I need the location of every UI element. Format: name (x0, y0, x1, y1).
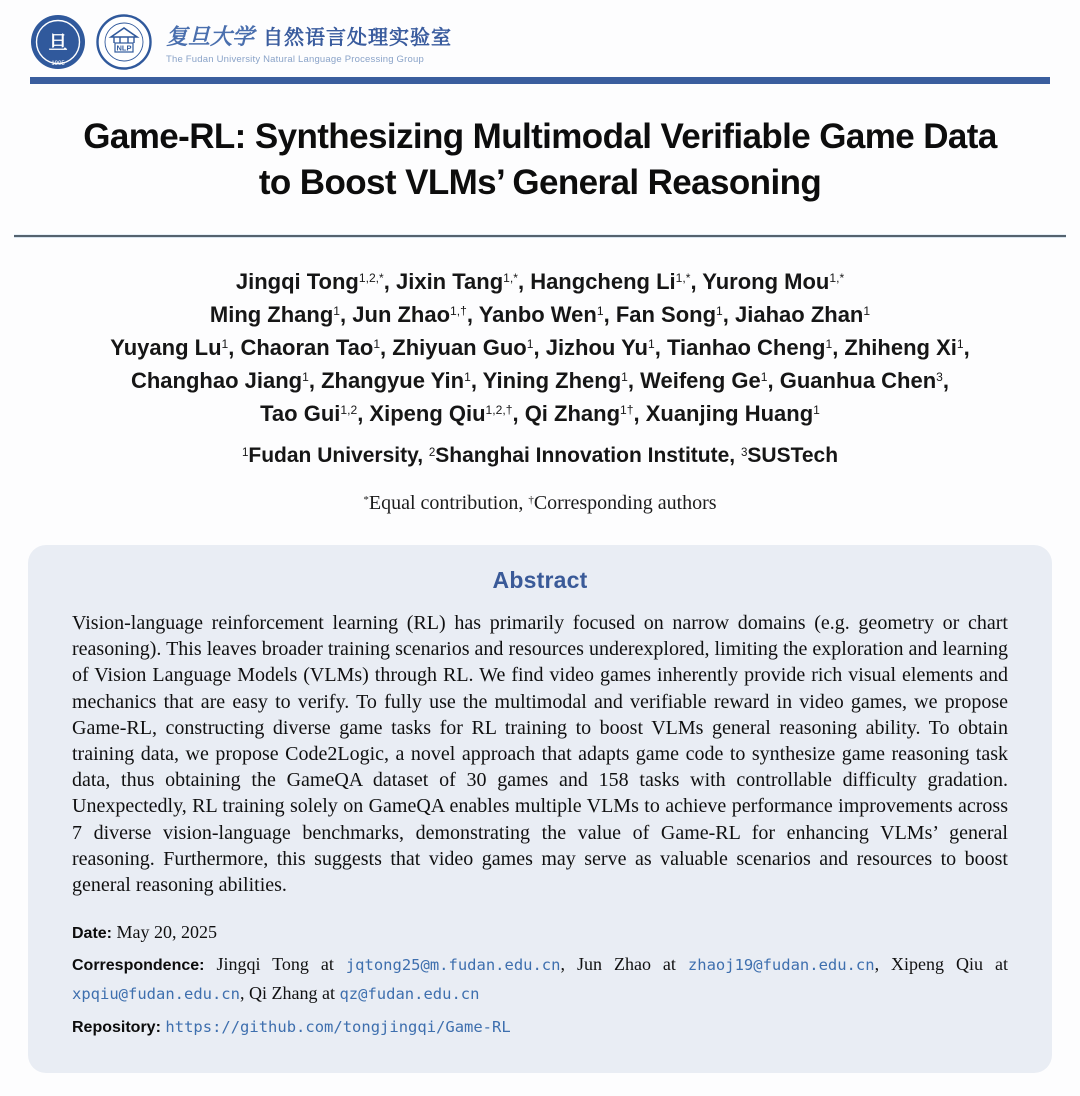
author-superscript: 1 (716, 304, 723, 319)
author-superscript: 1 (221, 337, 229, 352)
paper-title-line2: to Boost VLMs’ General Reasoning (258, 162, 822, 202)
meta-link[interactable]: jqtong25@m.fudan.edu.cn (345, 956, 561, 975)
author-name: Tao Gui (260, 401, 341, 426)
author-line: Changhao Jiang$^1$, Zhangyue Yin$^1$, Yining Zheng$^1$, Weifeng Ge$^1$, Guanhua Chen$^3$, (130, 368, 950, 393)
meta-block (72, 918, 1008, 1041)
affiliation-name: Shanghai Innovation Institute (435, 444, 730, 467)
lab-name-zh: 自然语言处理实验室 (263, 26, 453, 49)
affiliation-superscript: 1 (241, 446, 249, 459)
abstract-box (28, 545, 1052, 1073)
author-name: Zhangyue Yin (321, 368, 465, 393)
author-block (0, 265, 1080, 430)
author-name: Zhiyuan Guo (392, 335, 527, 360)
note-superscript: * (363, 493, 369, 506)
fudan-university-seal-icon (30, 14, 86, 70)
author-superscript: 1,2,† (485, 403, 513, 418)
author-name: Xipeng Qiu (369, 401, 486, 426)
author-name: Yanbo Wen (478, 302, 597, 327)
author-name: Xuanjing Huang (645, 401, 814, 426)
author-superscript: 1 (526, 337, 534, 352)
author-superscript: 1,2 (340, 403, 358, 418)
author-name: Zhiheng Xi (844, 335, 957, 360)
contribution-note: *Equal contribution, †Corresponding authors (363, 492, 717, 514)
author-name: Yining Zheng (482, 368, 622, 393)
author-name: Jizhou Yu (545, 335, 648, 360)
meta-label: Date: (72, 925, 113, 943)
abstract-heading: Abstract (492, 567, 588, 593)
meta-line (72, 1012, 1008, 1041)
author-name: Yurong Mou (702, 269, 830, 294)
affiliation-superscript: 2 (428, 446, 436, 459)
author-superscript: 1 (825, 337, 833, 352)
author-superscript: 1 (956, 337, 964, 352)
author-line: Tao Gui$^{1,2}$, Xipeng Qiu$^{1,2,\dagger}$, Qi Zhang$^{1\dagger}$, Xuanjing Huang$^1$ (260, 401, 820, 426)
lab-name-en: The Fudan University Natural Language Processing Group (166, 53, 424, 65)
author-line: Jingqi Tong$^{1,2,*}$, Jixin Tang$^{1,*}$, Hangcheng $Li^{1,*}$, Yurong Mou$^{1,*}$ (235, 269, 845, 294)
svg-text:1905: 1905 (51, 61, 65, 67)
paper-title-line1: Game-RL: Synthesizing Multimodal Verifiable Game Data (83, 117, 997, 156)
author-name: Fan Song (615, 302, 717, 327)
author-superscript: 1† (620, 403, 634, 418)
meta-line: Date: May 20, 2025 (72, 922, 218, 943)
university-name-script: 复旦大学 (166, 23, 255, 49)
meta-link[interactable]: https://github.com/tongjingqi/Game-RL (165, 1017, 511, 1036)
affiliation-superscript: 3 (740, 446, 748, 459)
author-name: Tianhao Cheng (666, 335, 826, 360)
meta-label: Correspondence: (72, 957, 205, 975)
author-superscript: 1 (464, 370, 471, 385)
meta-link[interactable]: qz@fudan.edu.cn (339, 985, 480, 1004)
author-name: Qi Zhang (524, 401, 621, 426)
paper-title (18, 114, 1062, 205)
author-name: Yuyang Lu (110, 335, 222, 360)
author-name: Chaoran Tao (240, 335, 374, 360)
abstract-text: Vision-language reinforcement learning (RL) has primarily focused on narrow domains (e.g. geometry or chart reasoning). This leaves broader training scenarios and resources underexplored, limiting the exploration and learning of Vision Language Models (VLMs) through RL. We find video games inherently provide rich visual elements and mechanics that are easy to verify. To fully use the multimodal and verifiable reward in video games, we propose Game-RL, constructing diverse game tasks for RL training to boost VLMs general reasoning ability. To obtain training data, we propose Code2Logic, a novel approach that adapts game code to synthesize game reasoning task data, thus obtaining the GameQA dataset of 30 games and 158 tasks with controllable difficulty gradation. Unexpectedly, RL training solely on GameQA enables multiple VLMs to achieve performance improvements across 7 diverse vision-language benchmarks, demonstrating the value of Game-RL for enhancing VLMs’ general reasoning. Furthermore, this suggests that video games may serve as valuable scenarios and resources to boost general reasoning abilities. (72, 612, 1008, 896)
affiliation-line: $^1$Fudan University, $^2$Shanghai Innovation Institute, $^3$SUSTech (241, 444, 839, 467)
svg-text:旦: 旦 (48, 33, 68, 54)
author-name: Jiahao Zhan (735, 302, 864, 327)
author-superscript: 1 (863, 304, 871, 319)
author-name: Jingqi Tong (235, 269, 359, 294)
author-superscript: 1,2,* (358, 271, 384, 286)
affiliation-name: SUSTech (747, 444, 839, 467)
author-name: Jixin Tang (395, 269, 504, 294)
author-name: Ming Zhang (209, 302, 334, 327)
author-line: Yuyang Lu$^1$, Chaoran Tao$^1$, Zhiyuan Guo$^1$, Jizhou Yu$^1$, Tianhao Cheng$^1$, Zhiheng Xi$^1$, (110, 335, 970, 360)
lab-header (0, 0, 1080, 74)
author-name: Changhao Jiang (130, 368, 303, 393)
nlp-lab-seal-icon (96, 14, 152, 70)
author-superscript: 3 (936, 370, 943, 385)
author-name: Guanhua Chen (779, 368, 937, 393)
author-name: Weifeng Ge (640, 368, 761, 393)
author-superscript: 1 (621, 370, 628, 385)
author-superscript: 1,* (675, 271, 691, 286)
author-superscript: 1 (302, 370, 309, 385)
affiliation-name: Fudan University (248, 444, 418, 467)
author-superscript: 1 (813, 403, 820, 418)
note-text: Equal contribution (368, 492, 519, 514)
lab-title-block (166, 20, 452, 65)
author-line: Ming Zhang$^1$, Jun Zhao$^{1,\dagger}$, Yanbo Wen$^1$, Fan Song$^1$, Jiahao Zhan$^1$ (209, 302, 871, 327)
author-superscript: 1,* (503, 271, 518, 286)
author-superscript: 1,† (450, 304, 467, 319)
author-superscript: 1 (333, 304, 341, 319)
author-name: Hangcheng Li (530, 269, 676, 294)
author-superscript: 1 (760, 370, 768, 385)
author-superscript: 1 (647, 337, 655, 352)
note-superscript: † (528, 493, 534, 506)
meta-line: Correspondence: Jingqi Tong at jqtong25@m.fudan.edu.cn, Jun Zhao at zhaoj19@fudan.edu.cn, Xipeng Qiu at xpqiu@fudan.edu.cn, Qi Zhang at qz@fudan.edu.cn (72, 954, 1009, 1004)
meta-label: Repository: (72, 1018, 161, 1036)
header-divider-bar (30, 77, 1050, 84)
meta-link[interactable]: zhaoj19@fudan.edu.cn (687, 956, 875, 975)
author-superscript: 1,* (829, 271, 845, 286)
title-divider-rule (14, 235, 1066, 237)
author-superscript: 1 (373, 337, 381, 352)
meta-link[interactable]: xpqiu@fudan.edu.cn (72, 985, 240, 1004)
author-superscript: 1 (596, 304, 604, 319)
svg-text:NLP: NLP (116, 43, 132, 53)
author-name: Jun Zhao (352, 302, 451, 327)
note-text: Corresponding authors (533, 492, 717, 514)
